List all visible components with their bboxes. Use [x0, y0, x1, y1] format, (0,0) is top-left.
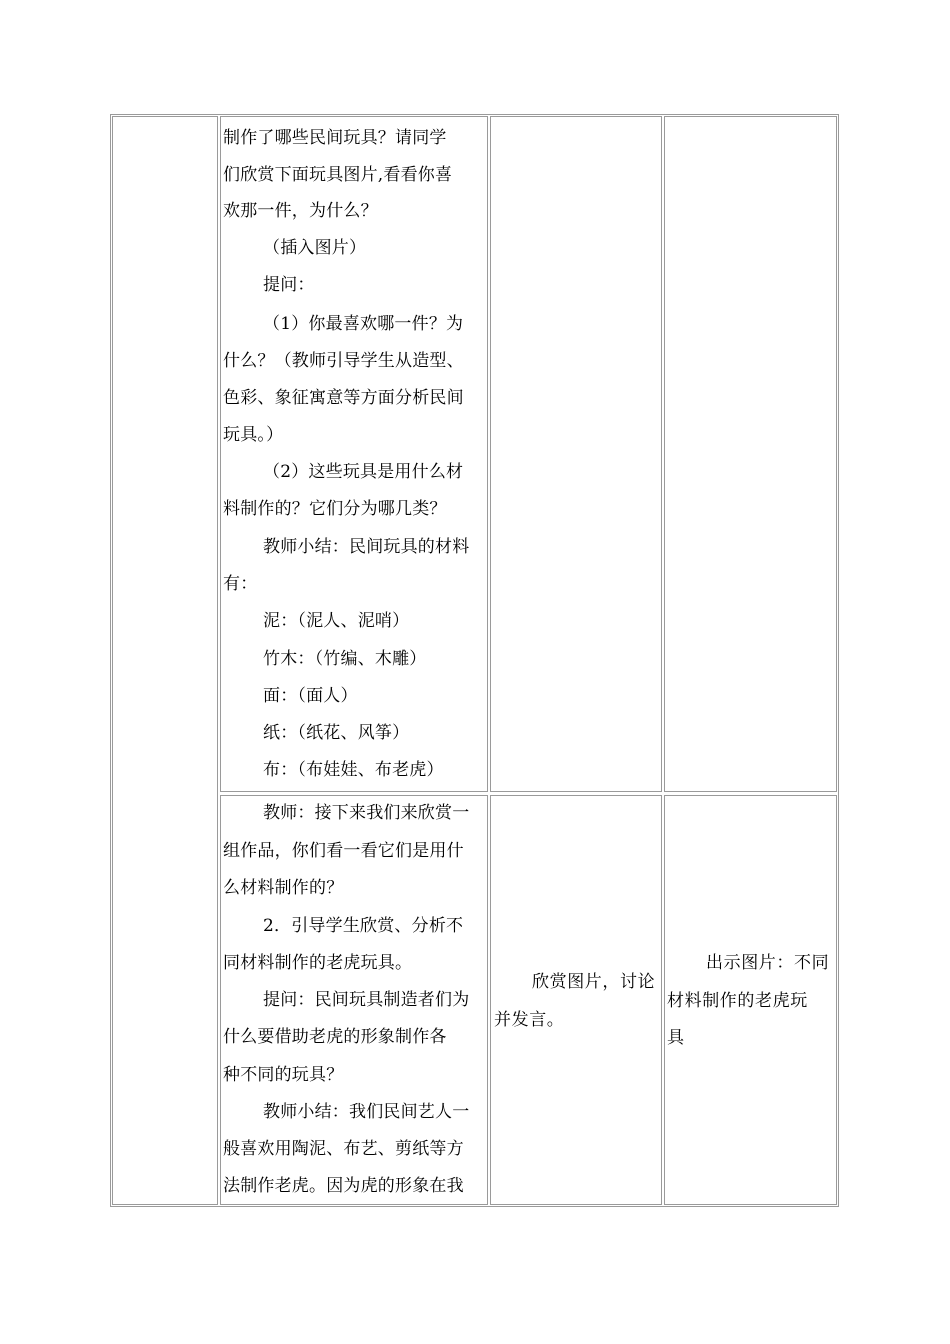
row1-teacher-cell — [664, 116, 837, 792]
content-line: 竹木：（竹编、木雕） — [263, 649, 427, 669]
content-line: 面：（面人） — [263, 686, 358, 706]
teacher-activity-line: 出示图片：不同 — [706, 953, 830, 973]
content-line: 教师小结：民间玩具的材料 — [263, 537, 470, 557]
content-line: 组作品，你们看一看它们是用什 — [223, 841, 464, 861]
content-line: 布：（布娃娃、布老虎） — [263, 760, 444, 780]
content-line: 提问：民间玩具制造者们为 — [263, 990, 470, 1010]
content-line: 纸：（纸花、风筝） — [263, 723, 410, 743]
content-line: 什么？（教师引导学生从造型、 — [223, 351, 464, 371]
content-line: 2．引导学生欣赏、分析不 — [263, 916, 464, 936]
content-line: 法制作老虎。因为虎的形象在我 — [223, 1176, 464, 1196]
teacher-activity-line: 具 — [667, 1028, 685, 1048]
content-line: 制作了哪些民间玩具？请同学 — [223, 128, 447, 148]
content-line: 们欣赏下面玩具图片,看看你喜 — [223, 165, 453, 185]
row2-student-cell — [490, 795, 662, 1205]
student-activity-line: 欣赏图片，讨论 — [532, 972, 656, 992]
content-line: 么材料制作的？ — [223, 878, 344, 898]
content-line: （1）你最喜欢哪一件？为 — [263, 314, 464, 334]
teacher-activity-line: 材料制作的老虎玩 — [667, 991, 808, 1011]
content-line: 什么要借助老虎的形象制作各 — [223, 1027, 447, 1047]
content-line: （2）这些玩具是用什么材 — [263, 462, 464, 482]
content-line: 玩具。） — [223, 425, 284, 445]
row1-stage-cell — [112, 116, 218, 1205]
content-line: 料制作的？它们分为哪几类？ — [223, 499, 447, 519]
content-line: （插入图片） — [263, 238, 367, 258]
content-line: 泥：（泥人、泥哨） — [263, 611, 410, 631]
content-line: 同材料制作的老虎玩具。 — [223, 953, 413, 973]
content-line: 欢那一件，为什么？ — [223, 201, 378, 221]
content-line: 种不同的玩具？ — [223, 1065, 344, 1085]
content-line: 般喜欢用陶泥、布艺、剪纸等方 — [223, 1139, 464, 1159]
content-line: 教师：接下来我们来欣赏一 — [263, 803, 470, 823]
student-activity-line: 并发言。 — [494, 1010, 565, 1030]
content-line: 教师小结：我们民间艺人一 — [263, 1102, 470, 1122]
row1-student-cell — [490, 116, 662, 792]
content-line: 色彩、象征寓意等方面分析民间 — [223, 388, 464, 408]
content-line: 提问： — [263, 275, 315, 295]
content-line: 有： — [223, 574, 258, 594]
